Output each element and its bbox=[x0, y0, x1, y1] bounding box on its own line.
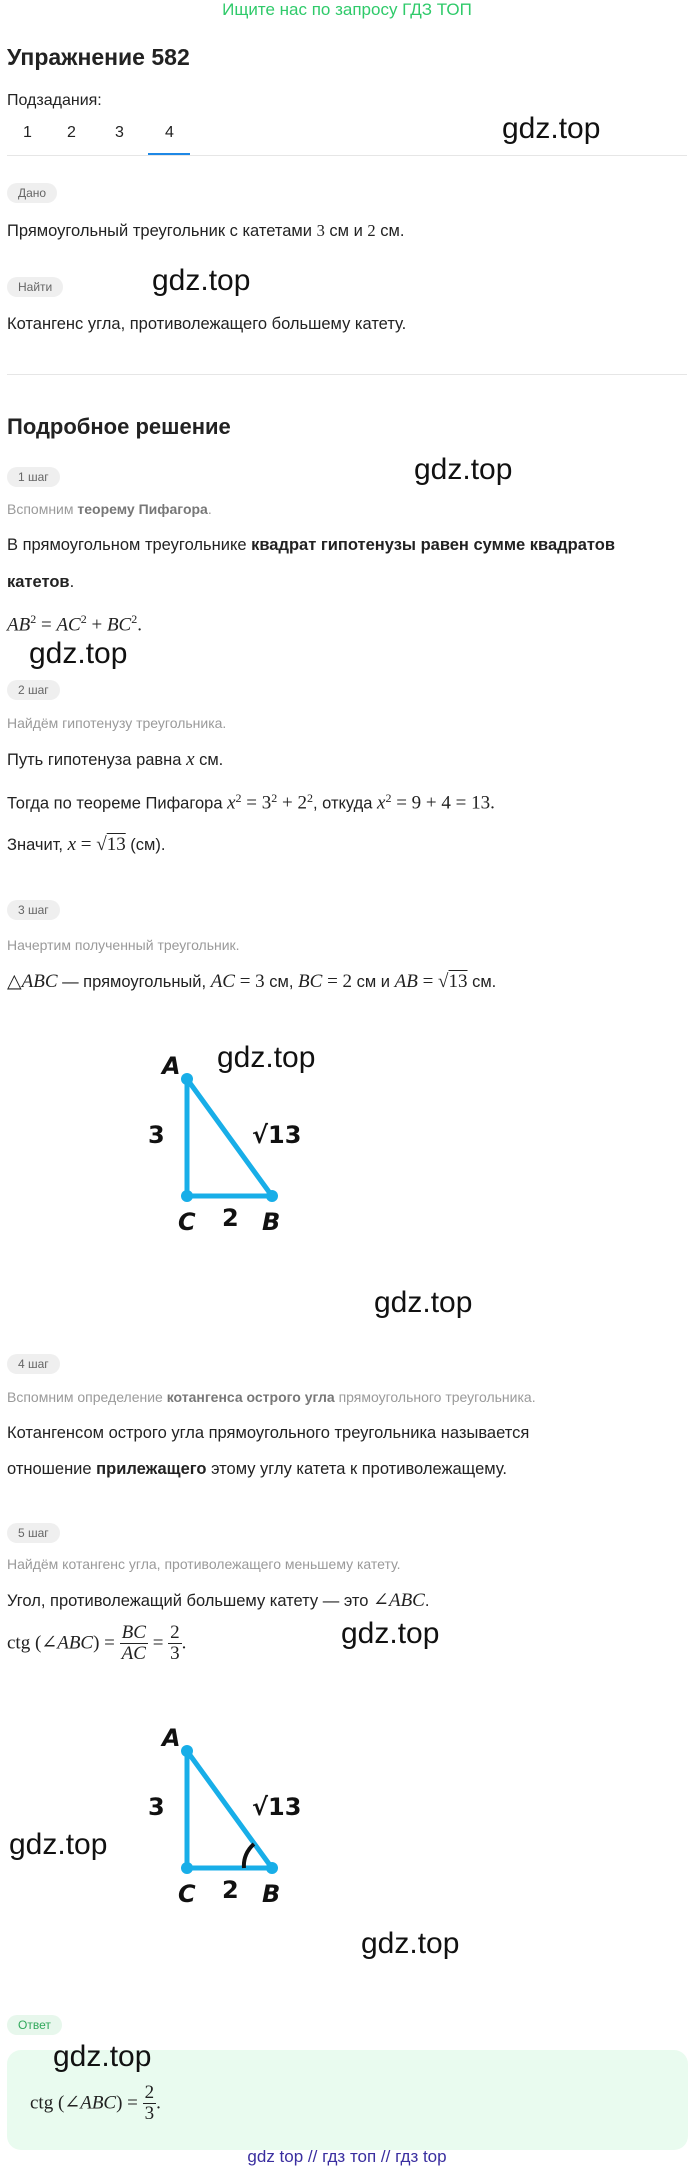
triangle-figure-with-angle bbox=[130, 1712, 350, 1912]
tab-subtask-3[interactable]: 3 bbox=[115, 124, 124, 141]
step-1-line-1: В прямоугольном треугольнике квадрат гипотенузы равен сумме квадратов bbox=[7, 536, 615, 554]
step-4-pill: 4 шаг bbox=[7, 1354, 60, 1374]
watermark: gdz.top bbox=[414, 453, 513, 486]
vertex-b-label: B bbox=[262, 1880, 281, 1908]
vertex-a-label: A bbox=[162, 1052, 181, 1080]
given-pill: Дано bbox=[7, 183, 57, 203]
footer-links[interactable]: gdz top // гдз топ // гдз top bbox=[247, 2147, 447, 2166]
watermark: gdz.top bbox=[53, 2040, 152, 2073]
vertex-a-dot bbox=[181, 1745, 193, 1757]
side-ac-label: 3 bbox=[148, 1793, 165, 1821]
step-2-line-2: Тогда по теореме Пифагора $x^2 = 3^2 + 2^2$, откуда $x^2 = 9 + 4 = 13$. bbox=[7, 791, 495, 814]
search-banner[interactable]: Ищите нас по запросу ГДЗ ТОП bbox=[222, 0, 472, 19]
vertex-c-label: C bbox=[178, 1880, 196, 1908]
watermark: gdz.top bbox=[502, 112, 601, 145]
tab-subtask-2[interactable]: 2 bbox=[67, 124, 76, 141]
step-5-hint: Найдём котангенс угла, противолежащего меньшему катету. bbox=[7, 1556, 401, 1572]
solution-title: Подробное решение bbox=[7, 414, 231, 439]
step-1-line-2: катетов. bbox=[7, 573, 75, 591]
answer-formula: ctg (∠ABC) = $\frac{2}{3}$ . bbox=[30, 2082, 161, 2124]
side-ac-label: 3 bbox=[148, 1121, 165, 1149]
vertex-c-label: C bbox=[178, 1208, 196, 1236]
side-cb-label: 2 bbox=[222, 1204, 239, 1232]
vertex-b-dot bbox=[266, 1862, 278, 1874]
side-ab-label: √13 bbox=[252, 1793, 302, 1821]
watermark: gdz.top bbox=[9, 1828, 108, 1861]
vertex-a-dot bbox=[181, 1073, 193, 1085]
given-text: Прямоугольный треугольник с катетами 3 см и 2 см. bbox=[7, 221, 405, 240]
vertex-b-dot bbox=[266, 1190, 278, 1202]
angle-b-arc bbox=[244, 1844, 254, 1868]
watermark: gdz.top bbox=[217, 1041, 316, 1074]
subtasks-label: Подзадания: bbox=[7, 92, 102, 109]
vertex-c-dot bbox=[181, 1862, 193, 1874]
vertex-a-label: A bbox=[162, 1724, 181, 1752]
step-1-hint: Вспомним теорему Пифагора. bbox=[7, 501, 212, 517]
watermark: gdz.top bbox=[361, 1927, 460, 1960]
step-2-hint: Найдём гипотенузу треугольника. bbox=[7, 715, 227, 731]
vertex-b-label: B bbox=[262, 1208, 281, 1236]
divider bbox=[7, 155, 687, 156]
step-3-hint: Начертим полученный треугольник. bbox=[7, 937, 240, 953]
watermark: gdz.top bbox=[341, 1617, 440, 1650]
triangle-figure bbox=[130, 1040, 350, 1240]
pythagoras-formula: $AB^2 = AC^2 + BC^2$. bbox=[7, 612, 142, 636]
side-cb-label: 2 bbox=[222, 1876, 239, 1904]
tab-subtask-4[interactable]: 4 bbox=[165, 124, 174, 141]
step-4-line-1: Котангенсом острого угла прямоугольного треугольника называется bbox=[7, 1424, 530, 1442]
watermark: gdz.top bbox=[29, 637, 128, 670]
watermark: gdz.top bbox=[374, 1286, 473, 1319]
find-text: Котангенс угла, противолежащего большему катету. bbox=[7, 315, 407, 333]
step-1-pill: 1 шаг bbox=[7, 467, 60, 487]
find-pill: Найти bbox=[7, 277, 63, 297]
cotangent-formula: ctg (∠ABC) = $\frac{BC}{AC}$ = $\frac{2}{3}$ . bbox=[7, 1622, 187, 1664]
step-4-hint: Вспомним определение котангенса острого угла прямоугольного треугольника. bbox=[7, 1389, 536, 1405]
step-2-line-1: Путь гипотенуза равна x см. bbox=[7, 749, 224, 770]
step-2-line-3: Значит, x = √13 (см). bbox=[7, 834, 166, 855]
divider bbox=[7, 374, 687, 375]
step-3-pill: 3 шаг bbox=[7, 900, 60, 920]
step-5-line-1: Угол, противолежащий большему катету — это ∠ABC. bbox=[7, 1590, 430, 1611]
tab-subtask-1[interactable]: 1 bbox=[23, 124, 32, 141]
step-5-pill: 5 шаг bbox=[7, 1523, 60, 1543]
side-ab-label: √13 bbox=[252, 1121, 302, 1149]
step-4-line-2: отношение прилежащего этому углу катета к противолежащему. bbox=[7, 1460, 507, 1478]
watermark: gdz.top bbox=[152, 264, 251, 297]
page-title: Упражнение 582 bbox=[7, 44, 190, 70]
step-2-pill: 2 шаг bbox=[7, 680, 60, 700]
answer-pill: Ответ bbox=[7, 2015, 62, 2035]
vertex-c-dot bbox=[181, 1190, 193, 1202]
step-3-line: △ABC — прямоугольный, AC = 3 см, BC = 2 см и AB = √13 см. bbox=[7, 971, 497, 992]
